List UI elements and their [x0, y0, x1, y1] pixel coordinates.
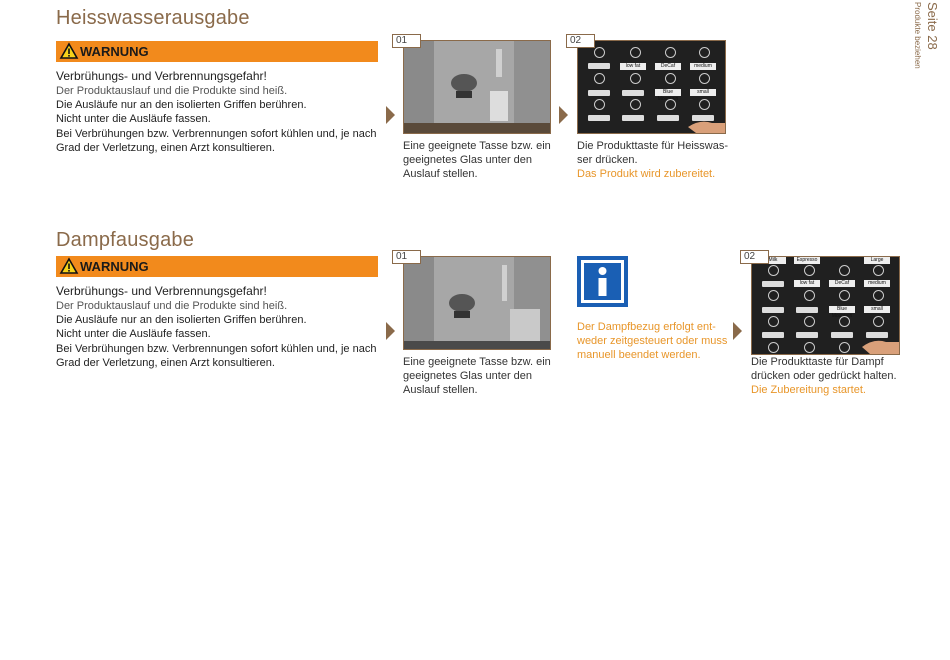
button-ring	[873, 265, 884, 276]
button-ring	[804, 265, 815, 276]
product-key-label: Blue Mountain	[829, 306, 855, 313]
product-key-label: low fat	[620, 63, 646, 70]
button-ring	[804, 316, 815, 327]
machine-photo-steam	[403, 256, 551, 350]
product-key	[657, 115, 679, 121]
info-icon	[577, 256, 628, 307]
button-ring	[594, 47, 605, 58]
arrow-right-icon	[386, 106, 395, 124]
warning-line: Nicht unter die Ausläufe fassen.	[56, 328, 211, 340]
product-key	[831, 332, 853, 338]
product-key-label: Blue Mountain	[655, 89, 681, 96]
control-panel-photo	[751, 256, 900, 355]
button-ring	[804, 290, 815, 301]
warning-line: Die Ausläufe nur an den isolierten Griffen berühren.	[56, 314, 307, 326]
step-result: Die Zubereitung startet.	[751, 384, 866, 396]
section-title: Dampfausgabe	[56, 229, 195, 251]
page-number: Seite 28	[925, 2, 940, 50]
arrow-right-icon	[733, 322, 742, 340]
product-key	[588, 63, 610, 69]
step-caption: Die Produkttaste für Dampf drücken oder gedrückt halten. Die Zubereitung startet.	[751, 356, 897, 396]
warning-line: Grad der Verletzung, einen Arzt konsultieren.	[56, 142, 275, 154]
step-number: 02	[566, 34, 595, 48]
product-key-label: medium	[690, 63, 716, 70]
button-ring	[839, 290, 850, 301]
button-ring	[665, 99, 676, 110]
warning-label: WARNUNG	[80, 44, 149, 59]
button-ring	[768, 265, 779, 276]
section-title: Heisswasserausgabe	[56, 7, 250, 29]
button-ring	[630, 47, 641, 58]
button-ring	[594, 99, 605, 110]
button-ring	[839, 265, 850, 276]
warning-banner	[56, 41, 378, 62]
info-text: Der Dampfbezug erfolgt ent- weder zeitgesteuert oder muss manuell beendet werden.	[577, 321, 728, 361]
button-ring	[630, 99, 641, 110]
step-number: 01	[392, 250, 421, 264]
step-number: 02	[740, 250, 769, 264]
step-caption: Die Produkttaste für Heisswas- ser drücken. Das Produkt wird zubereitet.	[577, 140, 728, 180]
product-key	[622, 115, 644, 121]
finger-icon	[686, 117, 725, 133]
button-ring	[665, 47, 676, 58]
warning-line: Bei Verbrühungen bzw. Verbrennungen sofort kühlen und, je nach	[56, 128, 377, 140]
product-key-label: DeCaf	[829, 280, 855, 287]
product-key-label: Milk	[760, 257, 786, 264]
button-ring	[768, 342, 779, 353]
warning-line: Nicht unter die Ausläufe fassen.	[56, 113, 211, 125]
step-result: Das Produkt wird zubereitet.	[577, 168, 716, 180]
warning-title: Verbrühungs- und Verbrennungsgefahr!	[56, 284, 267, 298]
product-key	[762, 307, 784, 313]
button-ring	[630, 73, 641, 84]
button-ring	[665, 73, 676, 84]
product-key-label: small	[864, 306, 890, 313]
button-ring	[839, 316, 850, 327]
warning-title: Verbrühungs- und Verbrennungsgefahr!	[56, 69, 267, 83]
warning-banner	[56, 256, 378, 277]
product-key	[796, 332, 818, 338]
button-ring	[699, 73, 710, 84]
button-ring	[873, 290, 884, 301]
warning-icon	[60, 43, 78, 59]
section-label: Produkte beziehen	[913, 2, 922, 69]
product-key	[622, 90, 644, 96]
control-panel-photo	[577, 40, 726, 134]
button-ring	[768, 316, 779, 327]
product-key-label: low fat	[794, 280, 820, 287]
button-ring	[804, 342, 815, 353]
warning-line: Der Produktauslauf und die Produkte sind heiß.	[56, 85, 288, 97]
product-key-label: medium	[864, 280, 890, 287]
finger-icon	[860, 335, 899, 354]
button-ring	[873, 316, 884, 327]
warning-line: Grad der Verletzung, einen Arzt konsultieren.	[56, 357, 275, 369]
warning-line: Bei Verbrühungen bzw. Verbrennungen sofort kühlen und, je nach	[56, 343, 377, 355]
product-key-label: Large	[864, 257, 890, 264]
product-key	[588, 90, 610, 96]
step-caption: Eine geeignete Tasse bzw. ein geeignetes Glas unter den Auslauf stellen.	[403, 356, 551, 396]
arrow-right-icon	[559, 106, 568, 124]
button-ring	[699, 99, 710, 110]
warning-icon	[60, 258, 78, 274]
arrow-right-icon	[386, 322, 395, 340]
product-key	[796, 307, 818, 313]
product-key-label: Espresso	[794, 257, 820, 264]
product-key	[762, 281, 784, 287]
machine-photo-hotwater	[403, 40, 551, 134]
product-key	[588, 115, 610, 121]
button-ring	[594, 73, 605, 84]
warning-line: Die Ausläufe nur an den isolierten Griffen berühren.	[56, 99, 307, 111]
button-ring	[768, 290, 779, 301]
step-caption: Eine geeignete Tasse bzw. ein geeignetes Glas unter den Auslauf stellen.	[403, 140, 551, 180]
step-number: 01	[392, 34, 421, 48]
product-key	[762, 332, 784, 338]
button-ring	[699, 47, 710, 58]
warning-label: WARNUNG	[80, 259, 149, 274]
button-ring	[839, 342, 850, 353]
warning-line: Der Produktauslauf und die Produkte sind heiß.	[56, 300, 288, 312]
product-key-label: small	[690, 89, 716, 96]
product-key-label: DeCaf	[655, 63, 681, 70]
